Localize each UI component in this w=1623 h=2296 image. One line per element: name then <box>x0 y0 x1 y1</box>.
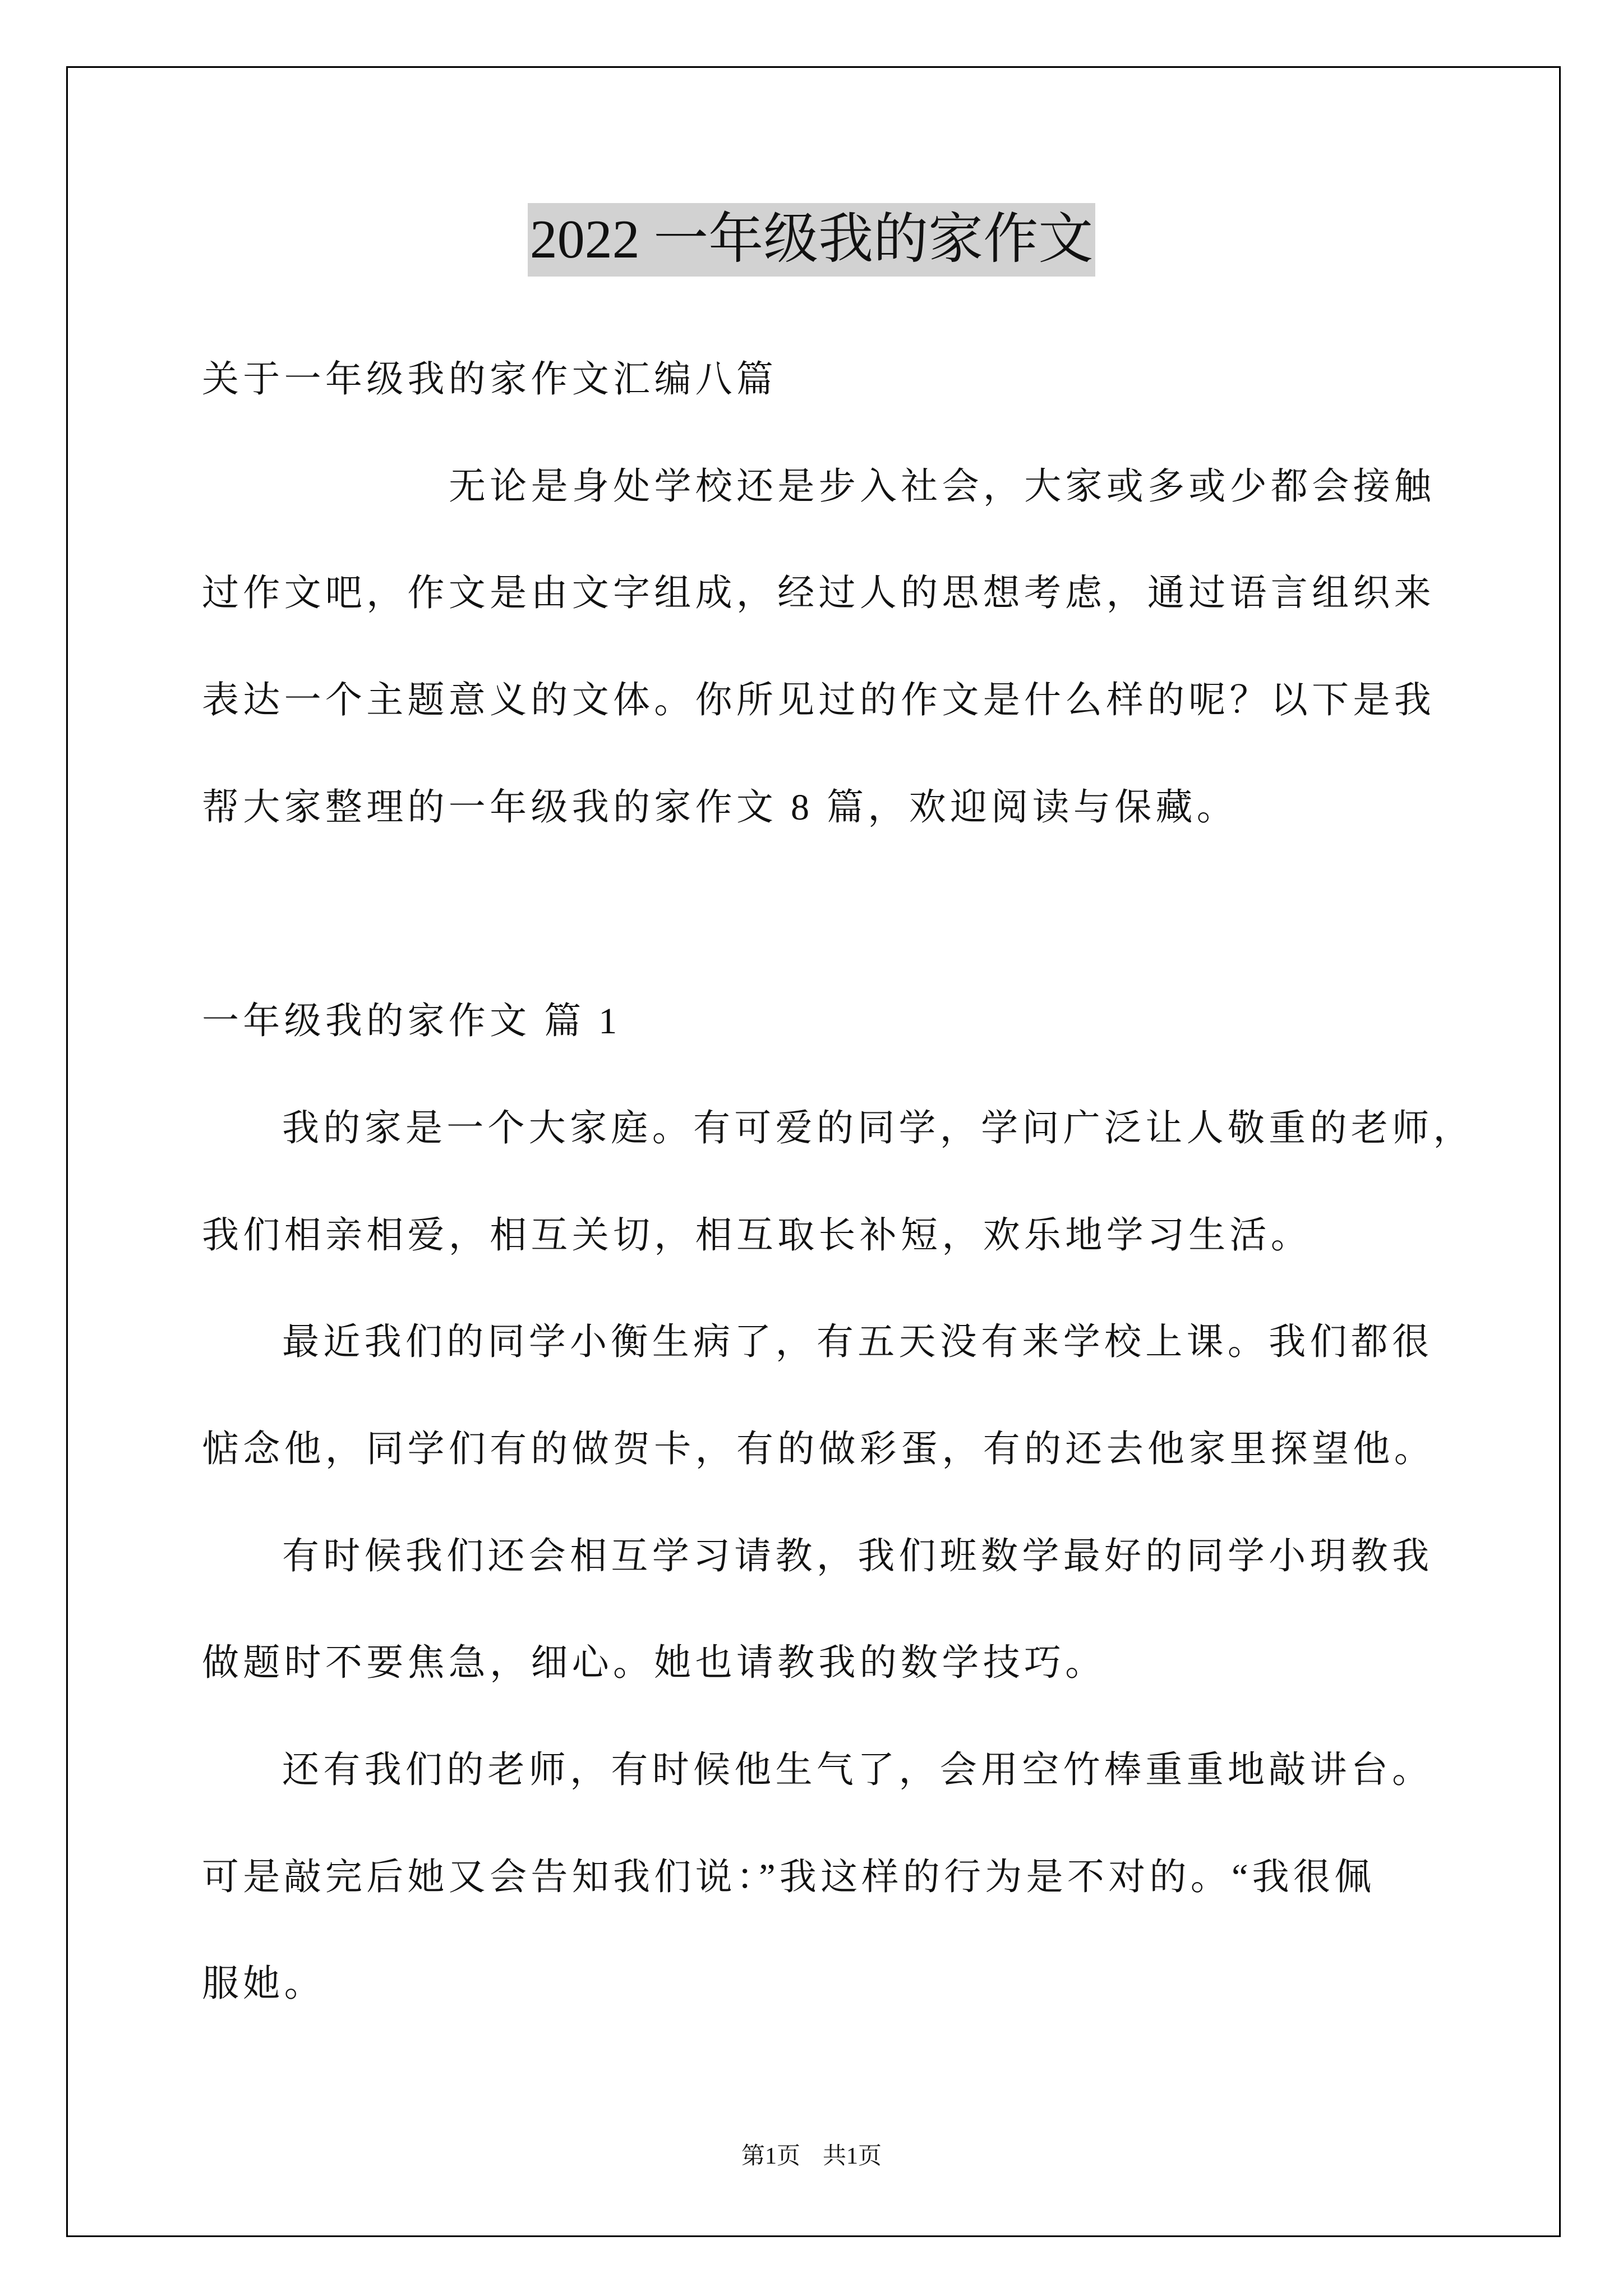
page-number-total: 共1页 <box>823 2143 882 2169</box>
page-footer <box>0 2141 1623 2172</box>
document-body <box>202 326 1548 2038</box>
intro-line: 过作文吧，作文是由文字组成，经过人的思想考虑，通过语言组织来 <box>202 573 1435 614</box>
intro-line: 无论是身处学校还是步入社会，大家或多或少都会接触 <box>449 466 1436 507</box>
document-title: 2022 一年级我的家作文 <box>528 203 1096 277</box>
paragraph-line: 还有我们的老师，有时候他生气了，会用空竹棒重重地敲讲台。 <box>282 1749 1433 1791</box>
blank-line <box>202 861 1548 968</box>
paragraph-line: 可是敲完后她又会告知我们说：”我这样的行为是不对的。“我很佩 <box>202 1856 1376 1898</box>
paragraph-line: 最近我们的同学小衡生病了，有五天没有来学校上课。我们都很 <box>282 1322 1433 1363</box>
paragraph-line: 服她。 <box>202 1963 325 2005</box>
intro-line: 帮大家整理的一年级我的家作文 8 篇，欢迎阅读与保藏。 <box>202 786 1238 828</box>
paragraph-line: 惦念他，同学们有的做贺卡，有的做彩蛋，有的还去他家里探望他。 <box>202 1428 1435 1470</box>
paragraph-line: 有时候我们还会相互学习请教，我们班数学最好的同学小玥教我 <box>282 1535 1433 1577</box>
paragraph-line: 做题时不要焦急，细心。她也请教我的数学技巧。 <box>202 1642 1106 1684</box>
paragraph-line: 我们相亲相爱，相互关切，相互取长补短，欢乐地学习生活。 <box>202 1214 1312 1256</box>
title-container <box>0 203 1623 277</box>
document-subtitle: 关于一年级我的家作文汇编八篇 <box>202 359 778 400</box>
paragraph-line: 我的家是一个大家庭。有可爱的同学，学问广泛让人敬重的老师， <box>282 1107 1474 1149</box>
page-number-current: 第1页 <box>741 2143 800 2169</box>
intro-line: 表达一个主题意义的文体。你所见过的作文是什么样的呢？以下是我 <box>202 680 1435 721</box>
section-heading: 一年级我的家作文 篇 1 <box>202 1001 621 1042</box>
